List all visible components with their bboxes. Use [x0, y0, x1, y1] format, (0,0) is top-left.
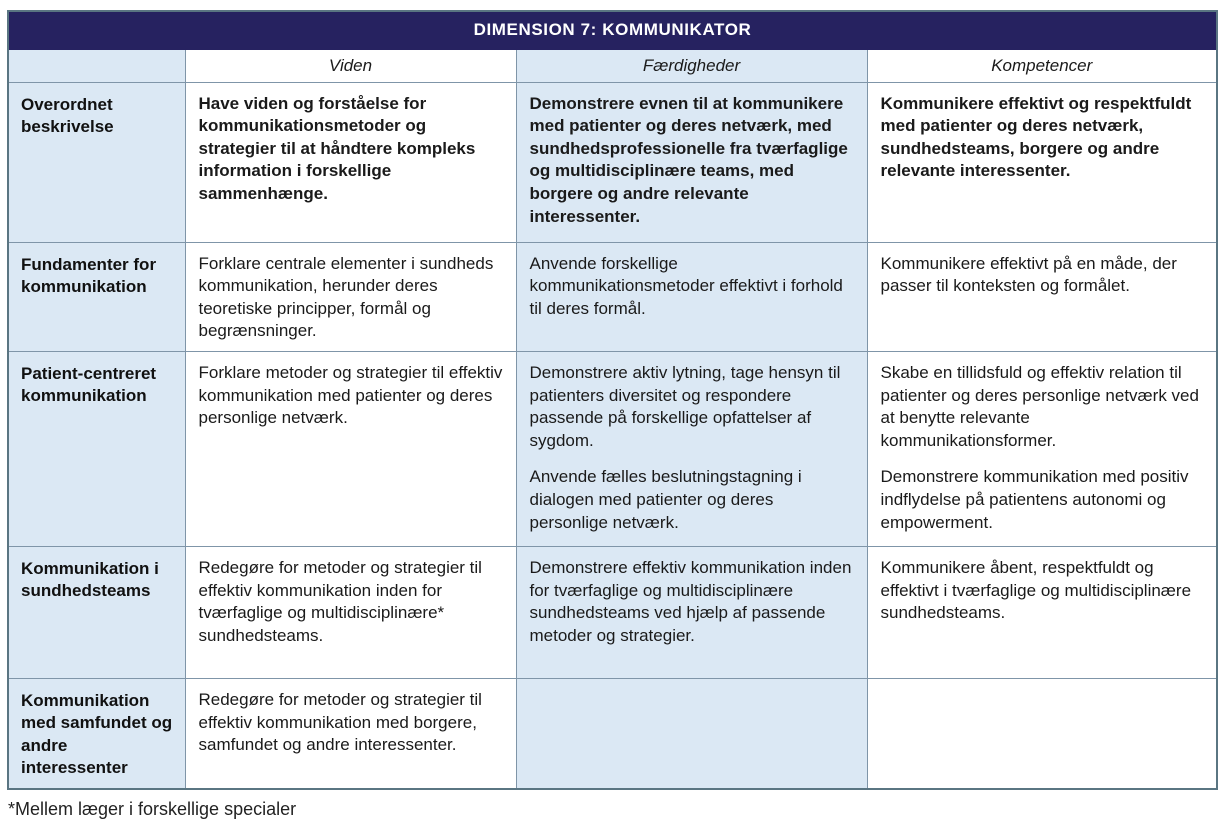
table-row [8, 678, 1217, 788]
cell-paragraph: Forklare metoder og strategier til effektiv kommunikation med patienter og deres personlige netværk. [198, 362, 503, 428]
cell-paragraph: Kommunikere effektivt og respektfuldt med patienter og deres netværk, sundhedsteams, borgere og andre relevante interessenter. [880, 93, 1192, 181]
cell-kompetencer [867, 82, 1217, 242]
cell-paragraph: Redegøre for metoder og strategier til effektiv kommunikation inden for tværfaglige og multidisciplinære* sundhedsteams. [198, 557, 482, 645]
cell-viden [185, 351, 516, 546]
cell-paragraph: Skabe en tillidsfuld og effektiv relation til patienter og deres personlige netværk ved at benytte relevante kommunikationsformer. [880, 362, 1199, 450]
table-row [8, 82, 1217, 242]
cell-faerdigheder [516, 351, 867, 546]
table-title: DIMENSION 7: KOMMUNIKATOR [8, 11, 1217, 49]
cell-paragraph: Have viden og forståelse for kommunikationsmetoder og strategier til at håndtere kompleks information i forskellige sammenhænge. [198, 93, 476, 203]
row-header-patient-centreret: Patient-centreret kommunikation [8, 351, 185, 546]
cell-kompetencer-empty [867, 678, 1217, 788]
row-header-samfundet: Kommunikation med samfundet og andre interessenter [8, 678, 185, 788]
cell-paragraph: Anvende fælles beslutningstagning i dialogen med patienter og deres personlige netværk. [529, 467, 802, 532]
cell-paragraph: Demonstrere evnen til at kommunikere med patienter og deres netværk, med sundhedsprofessionelle fra tværfaglige og multidisciplinære teams, med borgere og andre relevante interessenter. [529, 93, 848, 226]
cell-paragraph: Forklare centrale elementer i sundheds kommunikation, herunder deres teoretiske principper, formål og begrænsninger. [198, 253, 494, 341]
cell-faerdigheder [516, 242, 867, 351]
row-header-sundhedsteams: Kommunikation i sundhedsteams [8, 546, 185, 678]
column-header-row [8, 49, 1217, 82]
cell-kompetencer [867, 546, 1217, 678]
column-header-viden: Viden [185, 49, 516, 82]
cell-paragraph: Anvende forskellige kommunikationsmetoder effektivt i forhold til deres formål. [529, 253, 843, 318]
column-header-kompetencer: Kompetencer [867, 49, 1217, 82]
cell-paragraph: Kommunikere effektivt på en måde, der passer til konteksten og formålet. [880, 253, 1177, 296]
dimension-7-table [7, 10, 1218, 790]
cell-kompetencer [867, 242, 1217, 351]
cell-viden [185, 242, 516, 351]
footnote: *Mellem læger i forskellige specialer [8, 798, 297, 819]
column-header-empty [8, 49, 185, 82]
cell-viden [185, 82, 516, 242]
cell-kompetencer [867, 351, 1217, 546]
cell-faerdigheder-empty [516, 678, 867, 788]
cell-viden [185, 546, 516, 678]
cell-paragraph: Redegøre for metoder og strategier til effektiv kommunikation med borgere, samfundet og andre interessenter. [198, 689, 482, 755]
cell-viden [185, 678, 516, 788]
cell-paragraph: Demonstrere kommunikation med positiv indflydelse på patientens autonomi og empowerment. [880, 467, 1189, 532]
cell-faerdigheder [516, 82, 867, 242]
column-header-faerdigheder: Færdigheder [516, 49, 867, 82]
cell-faerdigheder [516, 546, 867, 678]
table-row [8, 546, 1217, 678]
row-header-fundamenter: Fundamenter for kommunikation [8, 242, 185, 351]
cell-paragraph: Kommunikere åbent, respektfuldt og effektivt i tværfaglige og multidisciplinære sundhedsteams. [880, 557, 1192, 623]
cell-paragraph: Demonstrere aktiv lytning, tage hensyn til patienters diversitet og respondere passende på forskellige opfattelser af sygdom. [529, 362, 841, 450]
cell-paragraph: Demonstrere effektiv kommunikation inden for tværfaglige og multidisciplinære sundhedsteams ved hjælp af passende metoder og strategier. [529, 557, 852, 645]
table-title-row [8, 11, 1217, 49]
table-row [8, 242, 1217, 351]
table-row [8, 351, 1217, 546]
row-header-overordnet-beskrivelse: Overordnet beskrivelse [8, 82, 185, 242]
